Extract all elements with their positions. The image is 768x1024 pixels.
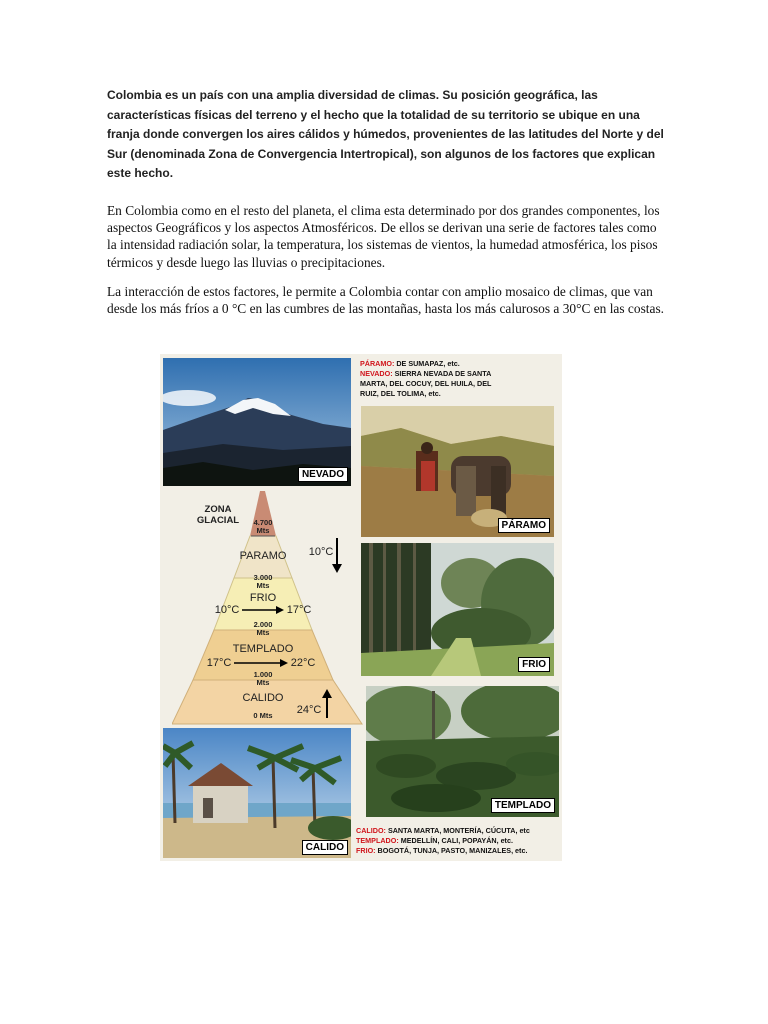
frio-band-label: FRIO [249, 592, 277, 604]
altitude-4700-label: 4.700 Mts [253, 518, 273, 535]
altitude-3000-label: 3.000 Mts [253, 573, 273, 590]
templado-band-label: TEMPLADO [232, 643, 294, 655]
place-line: NEVADO: SIERRA NEVADA DE SANTA [360, 369, 492, 378]
paramo-band-label: PARAMO [239, 550, 287, 562]
altitude-pyramid [172, 486, 366, 728]
paramo-photo [361, 406, 554, 537]
intro-bold-paragraph: Colombia es un país con una amplia diversidad de climas. Su posición geográfica, las características físicas del terreno y el hecho que la totalidad de su territorio se ubique en una franja donde convergen los aires cálidos y húmedos, provenientes de las latitudes del Norte y del Sur (denominada Zona de Convergencia Intertropical), son algunos de los factores que explican este hecho. [107, 88, 664, 180]
zona-glacial-label: ZONA GLACIAL [196, 504, 240, 526]
frio-photo [361, 543, 554, 676]
paramo-label: PÁRAMO [498, 518, 550, 533]
paragraph-climate-components: En Colombia como en el resto del planeta, el clima esta determinado por dos grandes componentes, los aspectos Geográficos y los aspectos Atmosféricos. De ellos se derivan una serie de factores tales como la intensidad radiación solar, la temperatura, los sistemas de vientos, la humedad atmosférica, los pisos térmicos y desde luego las lluvias o precipitaciones. [107, 203, 660, 270]
top-places-list [360, 359, 560, 399]
place-line: FRIO: BOGOTÁ, TUNJA, PASTO, MANIZALES, etc. [356, 846, 528, 855]
templado-label: TEMPLADO [491, 798, 555, 813]
altitude-2000-label: 2.000 Mts [253, 620, 273, 637]
frio-from-temp: 10°C [214, 604, 240, 616]
nevado-photo [163, 358, 351, 486]
place-line: TEMPLADO: MEDELLÍN, CALI, POPAYÁN, etc. [356, 836, 513, 845]
calido-band-label: CALIDO [242, 692, 284, 704]
place-line: CALIDO: SANTA MARTA, MONTERÍA, CÚCUTA, etc [356, 826, 530, 835]
calido-label: CALIDO [302, 840, 348, 855]
place-line: PÁRAMO: DE SUMAPAZ, etc. [360, 359, 460, 368]
paramo-temp-label: 10°C [308, 546, 334, 558]
climate-floors-figure [160, 354, 562, 861]
calido-photo [163, 728, 351, 858]
altitude-0-label: 0 Mts [253, 711, 273, 720]
place-line: MARTA, DEL COCUY, DEL HUILA, DEL [360, 379, 492, 388]
templado-to-temp: 22°C [290, 657, 316, 669]
altitude-1000-label: 1.000 Mts [253, 670, 273, 687]
place-line: RUIZ, DEL TOLIMA, etc. [360, 389, 441, 398]
paragraph-climate-mosaic: La interacción de estos factores, le permite a Colombia contar con amplio mosaico de climas, que van desde los más fríos a 0 °C en las cumbres de las montañas, hasta los más calurosos a 30°C en las costas. [107, 284, 665, 317]
nevado-label: NEVADO [298, 467, 348, 482]
templado-from-temp: 17°C [206, 657, 232, 669]
calido-temp-label: 24°C [296, 704, 322, 716]
templado-photo [366, 686, 559, 817]
bottom-places-list [356, 826, 562, 856]
frio-label: FRIO [518, 657, 550, 672]
frio-to-temp: 17°C [286, 604, 312, 616]
